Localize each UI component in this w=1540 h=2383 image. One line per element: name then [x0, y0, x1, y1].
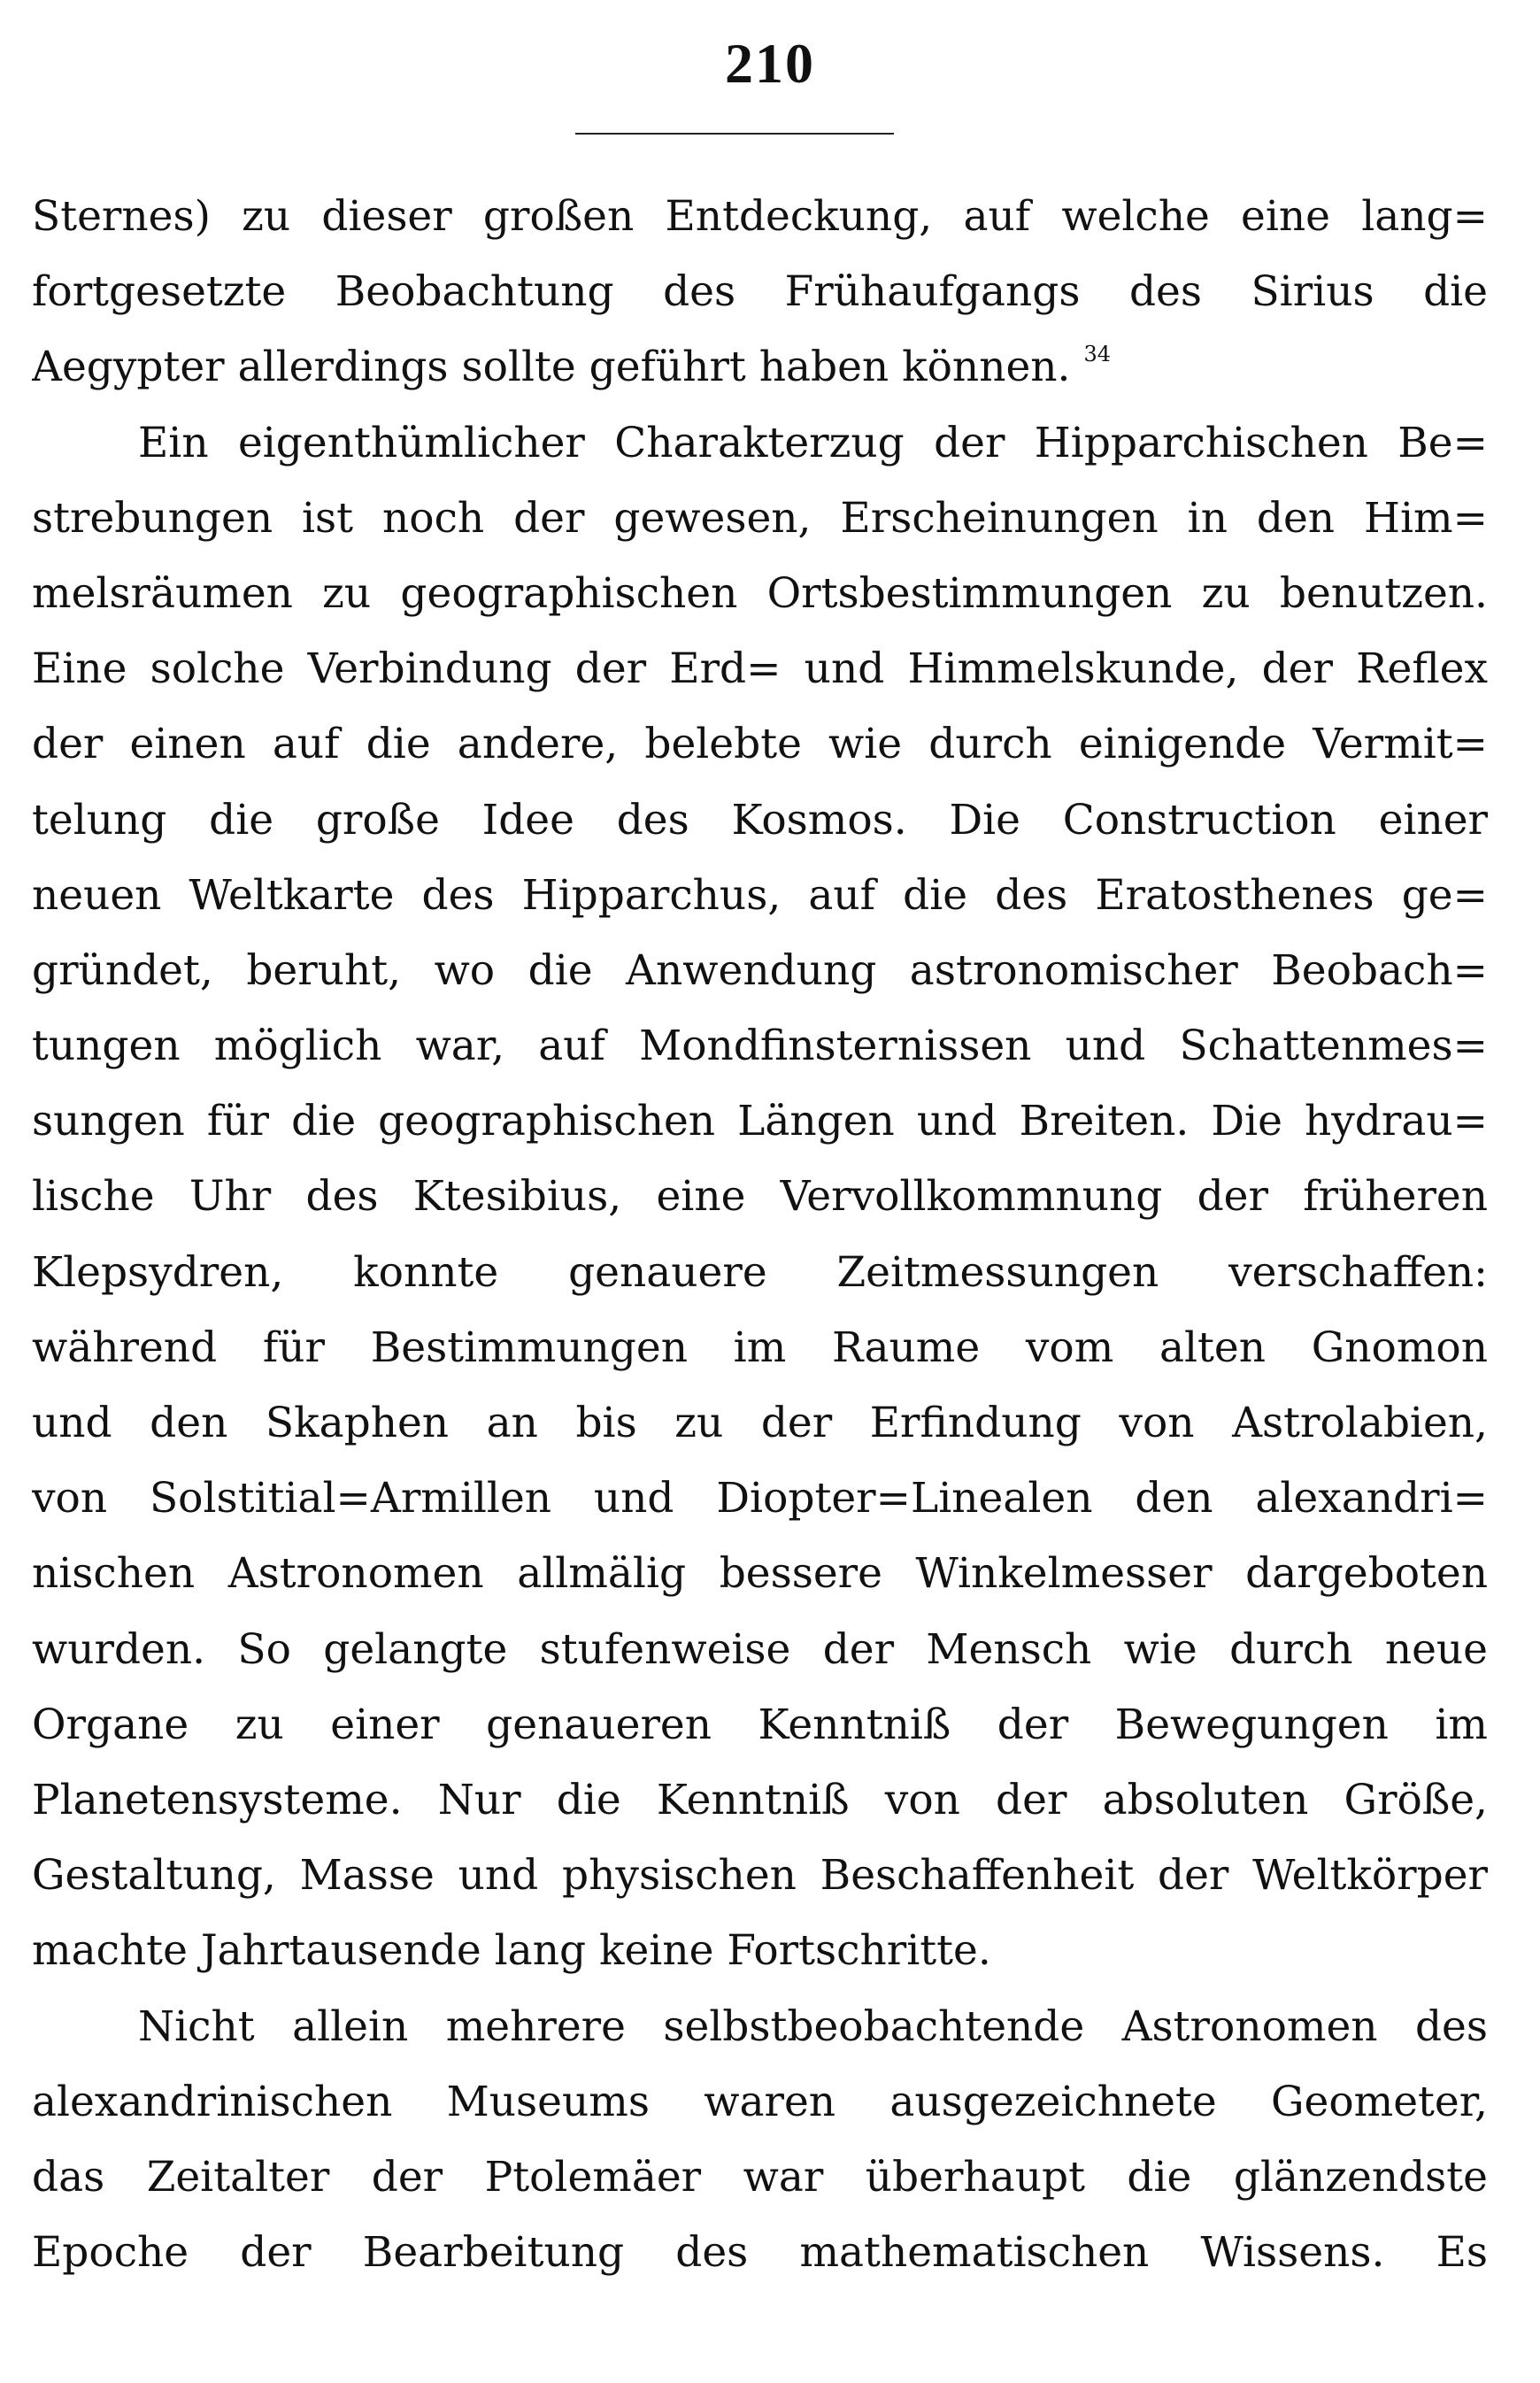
text-line-with-footnote	[32, 329, 1488, 405]
page-number: 210	[725, 32, 815, 95]
text-line: Eine solche Verbindung der Erd= und Himmelskunde, der Reflex	[32, 644, 1488, 694]
text-line: Aegypter allerdings sollte geführt haben können.	[32, 343, 1071, 392]
text-line: gründet, beruht, wo die Anwendung astronomischer Beobach=	[32, 945, 1488, 995]
text-line: wurden. So gelangte stufenweise der Mensch wie durch neue	[32, 1624, 1488, 1674]
paragraph-start-line: Nicht allein mehrere selbstbeobachtende Astronomen des	[138, 2001, 1488, 2051]
text-line: melsräumen zu geographischen Ortsbestimmungen zu benutzen.	[32, 568, 1488, 618]
text-line: während für Bestimmungen im Raume vom alten Gnomon	[32, 1323, 1488, 1372]
text-line: Gestaltung, Masse und physischen Beschaffenheit der Weltkörper	[32, 1851, 1488, 1901]
text-line: Sternes) zu dieser großen Entdeckung, auf welche eine lang=	[32, 192, 1488, 241]
text-line: der einen auf die andere, belebte wie durch einigende Vermit=	[32, 720, 1488, 769]
text-line: tungen möglich war, auf Mondfinsternissen und Schattenmes=	[32, 1022, 1488, 1071]
text-line: machte Jahrtausende lang keine Fortschritte.	[32, 1926, 991, 1976]
text-line: strebungen ist noch der gewesen, Erscheinungen in den Him=	[32, 493, 1488, 543]
text-line: das Zeitalter der Ptolemäer war überhaupt die glänzendste	[32, 2152, 1488, 2202]
text-line: neuen Weltkarte des Hipparchus, auf die des Eratosthenes ge=	[32, 870, 1488, 920]
text-line: Planetensysteme. Nur die Kenntniß von der absoluten Größe,	[32, 1775, 1488, 1824]
paragraph-start-line: Ein eigenthümlicher Charakterzug der Hipparchischen Be=	[138, 418, 1488, 467]
text-line: fortgesetzte Beobachtung des Frühaufgangs des Sirius die	[32, 267, 1488, 317]
text-line: Epoche der Bearbeitung des mathematischen Wissens. Es	[32, 2228, 1488, 2278]
text-line: Klepsydren, konnte genauere Zeitmessungen verschaffen:	[32, 1247, 1488, 1297]
text-line: telung die große Idee des Kosmos. Die Construction einer	[32, 795, 1488, 844]
text-line: Organe zu einer genaueren Kenntniß der Bewegungen im	[32, 1700, 1488, 1749]
text-line: sungen für die geographischen Längen und Breiten. Die hydrau=	[32, 1097, 1488, 1146]
text-line: von Solstitial=Armillen und Diopter=Linealen den alexandri=	[32, 1474, 1488, 1523]
text-line: nischen Astronomen allmälig bessere Winkelmesser dargeboten	[32, 1549, 1488, 1599]
text-line: und den Skaphen an bis zu der Erfindung von Astrolabien,	[32, 1399, 1488, 1447]
text-line: alexandrinischen Museums waren ausgezeichnete Geometer,	[32, 2077, 1488, 2126]
footnote-marker: 34	[1083, 342, 1111, 367]
text-line: lische Uhr des Ktesibius, eine Vervollkommnung der früheren	[32, 1172, 1488, 1222]
body-text	[32, 179, 1488, 2290]
header-rule	[575, 133, 894, 135]
